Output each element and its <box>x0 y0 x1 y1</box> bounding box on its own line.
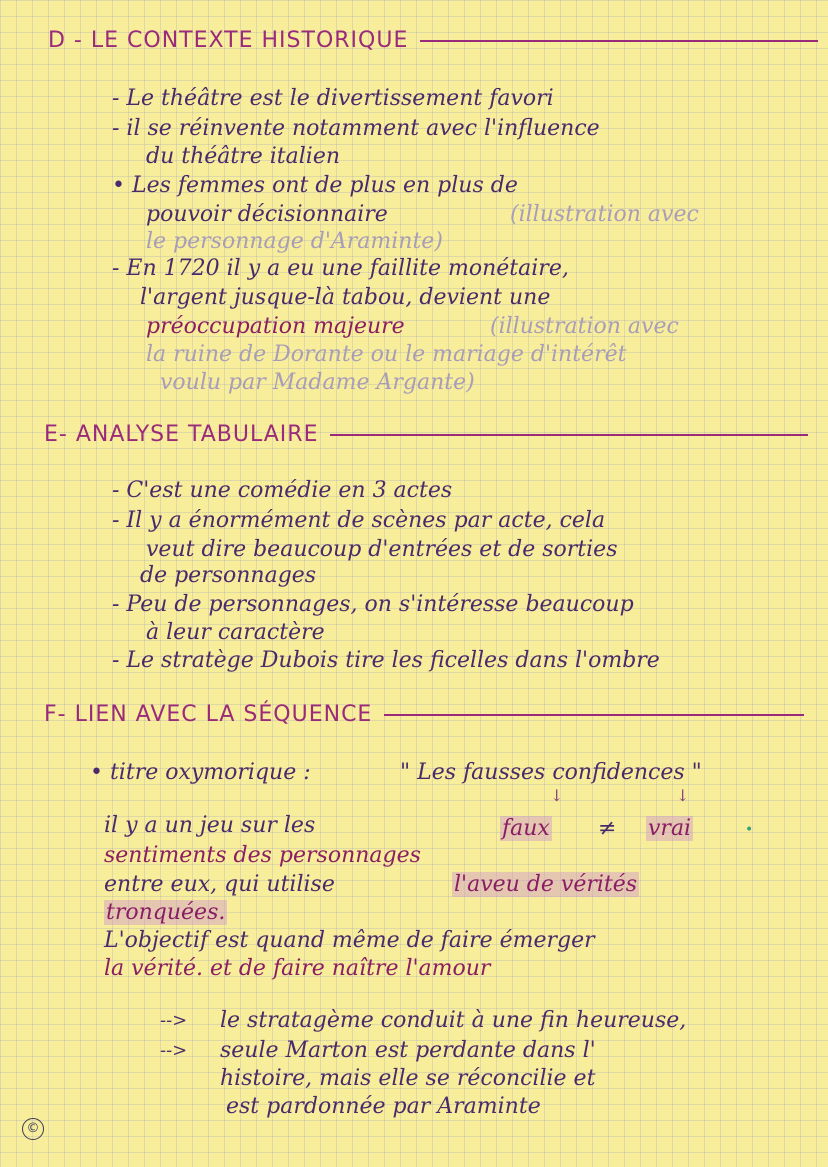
section-d-rule <box>420 40 818 42</box>
e-line-3: veut dire beaucoup d'entrées et de sorties <box>146 537 618 562</box>
f-title-line: • titre oxymorique : <box>90 760 311 785</box>
d-line-3: du théâtre italien <box>146 144 341 169</box>
section-f-title: F- LIEN AVEC LA SÉQUENCE <box>44 702 373 727</box>
arrow-down-icon: ↓ <box>550 786 564 805</box>
arrow-2-text: seule Marton est perdante dans l' <box>220 1038 596 1063</box>
d-line-2: - il se réinvente notamment avec l'influence <box>112 116 600 141</box>
arrow-1-icon: --> <box>160 1010 188 1031</box>
f-line-5: tronquées. <box>106 900 226 925</box>
arrow-1-text: le stratagème conduit à une fin heureuse, <box>220 1008 687 1033</box>
e-line-6: à leur caractère <box>146 620 325 645</box>
e-line-1: - C'est une comédie en 3 actes <box>112 478 453 503</box>
d-line-6: (illustration avec <box>510 202 699 227</box>
section-e-heading <box>44 422 808 447</box>
faux-word: faux <box>502 816 550 841</box>
arrow-2-icon: --> <box>160 1040 188 1061</box>
section-f-rule <box>384 714 804 716</box>
e-line-2: - Il y a énormément de scènes par acte, cela <box>112 508 606 533</box>
copyright-icon: © <box>22 1118 44 1140</box>
tail-line-2: est pardonnée par Araminte <box>226 1094 541 1119</box>
section-d-heading <box>48 28 818 53</box>
d-line-9: l'argent jusque-là tabou, devient une <box>140 285 551 310</box>
e-line-7: - Le stratège Dubois tire les ficelles dans l'ombre <box>112 648 660 673</box>
dot-mark: • <box>745 822 754 838</box>
section-e-rule <box>330 434 808 436</box>
f-line-2: sentiments des personnages <box>104 843 421 868</box>
d-line-8: - En 1720 il y a eu une faillite monétaire, <box>112 256 569 281</box>
f-line-1: il y a un jeu sur les <box>104 813 316 838</box>
section-d-title: D - LE CONTEXTE HISTORIQUE <box>48 28 409 53</box>
neq-sign: ≠ <box>598 816 617 841</box>
f-line-6: L'objectif est quand même de faire émerger <box>104 928 595 953</box>
f-line-7: la vérité. et de faire naître l'amour <box>104 956 491 981</box>
d-line-10: préoccupation majeure <box>146 314 405 339</box>
arrow-down-icon: ↓ <box>676 786 690 805</box>
e-line-5: - Peu de personnages, on s'intéresse beaucoup <box>112 592 634 617</box>
d-line-12: la ruine de Dorante ou le mariage d'intérêt <box>146 342 627 367</box>
d-line-11: (illustration avec <box>490 314 679 339</box>
vrai-word: vrai <box>648 816 692 841</box>
d-line-4: • Les femmes ont de plus en plus de <box>112 173 518 198</box>
section-e-title: E- ANALYSE TABULAIRE <box>44 422 319 447</box>
d-line-7: le personnage d'Araminte) <box>146 229 443 254</box>
tail-line-1: histoire, mais elle se réconcilie et <box>220 1066 596 1091</box>
f-line-4: l'aveu de vérités <box>454 872 638 897</box>
d-line-1: - Le théâtre est le divertissement favori <box>112 86 554 111</box>
f-quote: " Les fausses confidences " <box>400 760 702 785</box>
e-line-4: de personnages <box>140 563 317 588</box>
d-line-5: pouvoir décisionnaire <box>146 202 388 227</box>
d-line-13: voulu par Madame Argante) <box>160 370 475 395</box>
f-line-3: entre eux, qui utilise <box>104 872 335 897</box>
section-f-heading <box>44 702 804 727</box>
